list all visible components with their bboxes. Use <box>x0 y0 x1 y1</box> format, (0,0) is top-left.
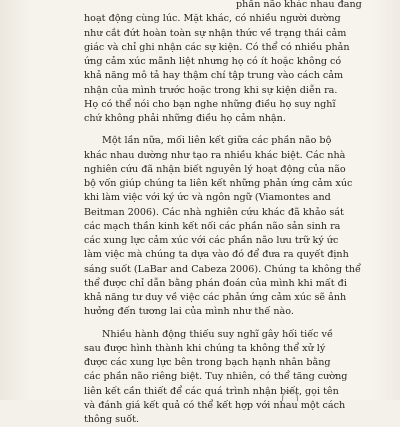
text-line: chứ không phải những điều họ cảm nhận. <box>84 112 336 126</box>
paragraph-1 <box>84 0 336 126</box>
text-line: khác nhau dường như tạo ra nhiều khác biệt. Các nhà <box>84 149 336 163</box>
text-line: thể được chỉ dẫn bằng phán đoán của mình khi mất đi <box>84 277 336 291</box>
body-text <box>84 0 336 427</box>
text-line: và đánh giá kết quả có thể kết hợp với nhau một cách <box>84 399 336 413</box>
text-line: nhận của mình trước hoặc trong khi sự kiện diễn ra. <box>84 84 336 98</box>
text-line: hưởng đến tương lai của mình như thế nào. <box>84 305 336 319</box>
text-line: làm việc mà chúng ta dựa vào đó để đưa ra quyết định <box>84 248 336 262</box>
text-line: Họ có thể nói cho bạn nghe những điều họ suy nghĩ <box>84 98 336 112</box>
text-line: khả năng mô tả hay thậm chí tập trung vào cách cảm <box>84 69 336 83</box>
text-line: phần não khác nhau đang <box>84 0 336 12</box>
page-corner-mark <box>282 390 298 401</box>
text-line: hoạt động cùng lúc. Mặt khác, có nhiều người dường <box>84 12 336 26</box>
text-line: sau được hình thành khi chúng ta không thể xử lý <box>84 342 336 356</box>
text-line: liên kết cần thiết để các quá trình nhận biết, gọi tên <box>84 385 336 399</box>
text-line: thông suốt. <box>84 413 336 427</box>
text-line: bộ vốn giúp chúng ta liên kết những phản ứng cảm xúc <box>84 177 336 191</box>
text-line: Beitman 2006). Các nhà nghiên cứu khác đã khảo sát <box>84 206 336 220</box>
text-line: giác và chỉ ghi nhận các sự kiện. Có thể có nhiều phản <box>84 41 336 55</box>
text-line: Một lần nữa, mối liên kết giữa các phần não bộ <box>84 134 336 148</box>
text-line: các xung lực cảm xúc với các phần não lưu trữ ký ức <box>84 234 336 248</box>
text-line: Nhiều hành động thiếu suy nghĩ gây hối tiếc về <box>84 328 336 342</box>
text-line: khả năng tư duy về việc các phản ứng cảm xúc sẽ ảnh <box>84 291 336 305</box>
text-line: khi làm việc với ký ức và ngôn ngữ (Viamontes and <box>84 191 336 205</box>
paragraph-spacing <box>84 320 336 328</box>
text-line: được các xung lực bên trong bạch hạnh nhân bằng <box>84 356 336 370</box>
paragraph-3 <box>84 328 336 427</box>
text-line: sáng suốt (LaBar and Cabeza 2006). Chúng ta không thể <box>84 263 336 277</box>
text-line: ứng cảm xúc mãnh liệt nhưng họ có ít hoặc không có <box>84 55 336 69</box>
text-line: nghiên cứu đã nhận biết nguyên lý hoạt động của não <box>84 163 336 177</box>
text-line: các mạch thần kinh kết nối các phần não sản sinh ra <box>84 220 336 234</box>
text-line: các phần não riêng biệt. Tuy nhiên, có thể tăng cường <box>84 370 336 384</box>
paragraph-2 <box>84 134 336 319</box>
text-line: như cắt đứt hoàn toàn sự nhận thức về trạng thái cảm <box>84 27 336 41</box>
paragraph-spacing <box>84 126 336 134</box>
